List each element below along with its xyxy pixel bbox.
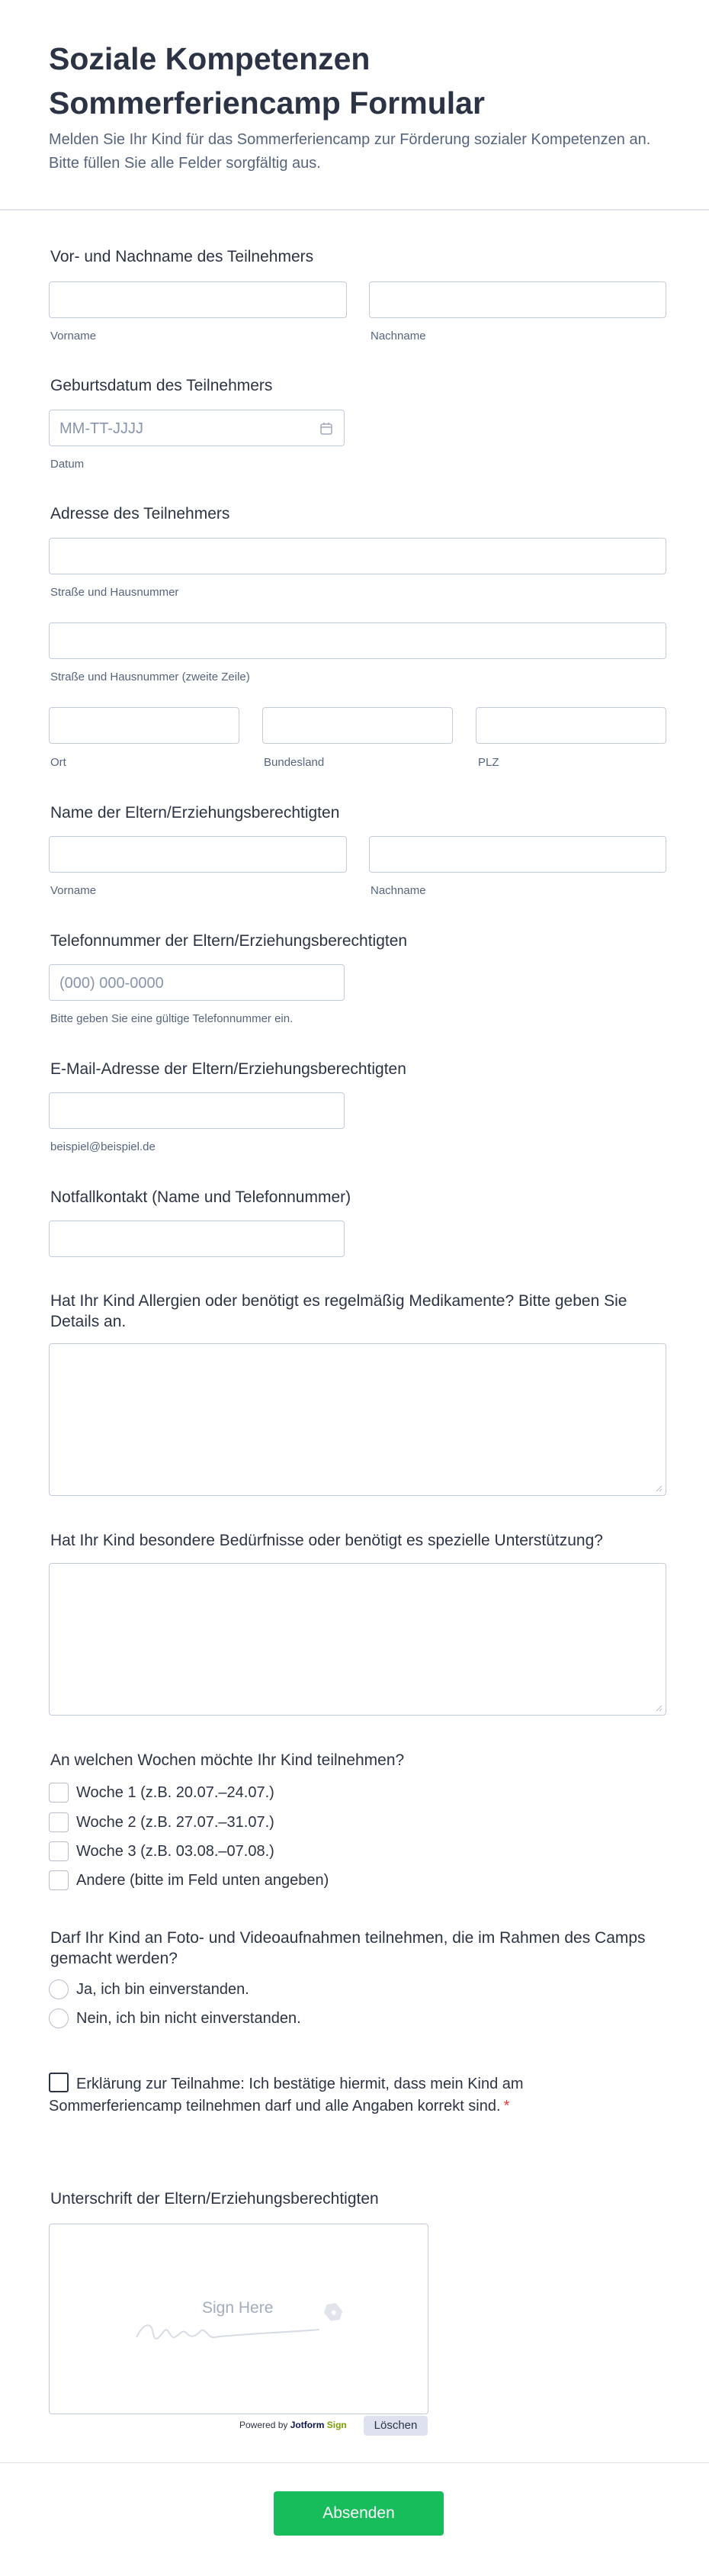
emergency-contact-label: Notfallkontakt (Name und Telefonnummer) [50,1188,351,1206]
photo-consent-option-label: Ja, ich bin einverstanden. [76,1980,249,1998]
photo-consent-option-label: Nein, ich bin nicht einverstanden. [76,2009,301,2027]
signature-label: Unterschrift der Eltern/Erziehungsberechtigten [50,2190,379,2208]
resize-grip-icon[interactable] [655,1484,662,1492]
parent-first-name-sublabel: Vorname [50,884,97,897]
powered-by-brand-sign: Sign [326,2420,347,2430]
email-input[interactable] [49,1092,345,1129]
participant-last-name-input[interactable] [369,281,666,318]
week-option-label: Woche 2 (z.B. 27.07.–31.07.) [76,1813,274,1831]
birthdate-input[interactable] [49,410,345,446]
parent-last-name-sublabel: Nachname [371,884,426,897]
week-checkbox[interactable] [49,1870,69,1890]
declaration-text: Erklärung zur Teilnahme: Ich bestätige hiermit, dass mein Kind am Sommerferiencamp teilnehmen darf und alle Angaben korrekt sind. [49,2076,524,2115]
declaration-field [49,2073,613,2118]
phone-sublabel: Bitte geben Sie eine gültige Telefonnummer ein. [50,1012,294,1025]
phone-input[interactable] [49,964,345,1001]
special-needs-textarea[interactable] [49,1563,666,1716]
resize-grip-icon[interactable] [655,1704,662,1712]
weeks-label: An welchen Wochen möchte Ihr Kind teilnehmen? [50,1751,405,1769]
submit-button[interactable]: Absenden [274,2491,444,2536]
city-input[interactable] [49,707,239,744]
participant-first-name-sublabel: Vorname [50,330,97,343]
state-input[interactable] [262,707,453,744]
week-option[interactable] [49,1870,329,1891]
birthdate-label: Geburtsdatum des Teilnehmers [50,377,273,394]
parent-last-name-input[interactable] [369,836,666,873]
form-title: Soziale Kompetenzen Sommerferiencamp Formular [49,41,485,121]
photo-consent-radio[interactable] [49,1979,69,1999]
powered-by-label: Powered by [239,2420,288,2430]
special-needs-label: Hat Ihr Kind besondere Bedürfnisse oder benötigt es spezielle Unterstützung? [50,1532,603,1549]
week-checkbox[interactable] [49,1812,69,1832]
participant-first-name-input[interactable] [49,281,347,318]
photo-consent-option[interactable] [49,1979,249,2000]
week-option-label: Woche 3 (z.B. 03.08.–07.08.) [76,1842,274,1860]
allergies-textarea[interactable] [49,1343,666,1496]
photo-consent-radio[interactable] [49,2008,69,2028]
week-option[interactable] [49,1782,274,1803]
form-header [49,37,666,175]
street2-sublabel: Straße und Hausnummer (zweite Zeile) [50,671,250,683]
phone-placeholder: (000) 000-0000 [59,975,164,992]
parent-first-name-input[interactable] [49,836,347,873]
allergies-label: Hat Ihr Kind Allergien oder benötigt es regelmäßig Medikamente? Bitte geben Sie Details an. [50,1292,627,1330]
emergency-contact-input[interactable] [49,1220,345,1257]
week-option-label: Andere (bitte im Feld unten angeben) [76,1871,329,1889]
clear-signature-button[interactable]: Löschen [364,2416,428,2436]
parent-name-label: Name der Eltern/Erziehungsberechtigten [50,804,340,822]
week-option[interactable] [49,1812,274,1833]
city-sublabel: Ort [50,756,66,769]
phone-label: Telefonnummer der Eltern/Erziehungsberechtigten [50,932,408,950]
street-input[interactable] [49,538,666,574]
signature-hint: Sign Here [202,2299,274,2317]
week-option-label: Woche 1 (z.B. 20.07.–24.07.) [76,1783,274,1801]
birthdate-placeholder: MM-TT-JJJJ [59,420,143,437]
email-sublabel: beispiel@beispiel.de [50,1140,156,1153]
state-sublabel: Bundesland [264,756,325,769]
email-label: E-Mail-Adresse der Eltern/Erziehungsberechtigten [50,1060,406,1078]
week-option[interactable] [49,1841,274,1862]
form-description: Melden Sie Ihr Kind für das Sommerferiencamp zur Förderung sozialer Kompetenzen an. Bitte füllen Sie alle Felder sorgfältig aus. [49,131,651,172]
footer-divider [0,2462,709,2463]
address-label: Adresse des Teilnehmers [50,505,230,523]
powered-by-brand: Jotform [290,2420,325,2430]
required-asterisk: * [503,2098,510,2115]
photo-consent-option[interactable] [49,2008,301,2029]
signature-pad[interactable] [49,2224,428,2414]
zip-input[interactable] [476,707,666,744]
street2-input[interactable] [49,622,666,659]
photo-consent-label: Darf Ihr Kind an Foto- und Videoaufnahmen teilnehmen, die im Rahmen des Camps gemacht werden? [50,1929,646,1967]
participant-last-name-sublabel: Nachname [371,330,426,343]
powered-by-text [239,2420,347,2430]
street-sublabel: Straße und Hausnummer [50,586,179,599]
week-checkbox[interactable] [49,1783,69,1803]
birthdate-sublabel: Datum [50,458,85,471]
calendar-icon[interactable] [319,421,334,436]
participant-name-label: Vor- und Nachname des Teilnehmers [50,248,314,265]
week-checkbox[interactable] [49,1841,69,1861]
header-divider [0,209,709,211]
zip-sublabel: PLZ [478,756,499,769]
declaration-checkbox[interactable] [49,2073,69,2092]
